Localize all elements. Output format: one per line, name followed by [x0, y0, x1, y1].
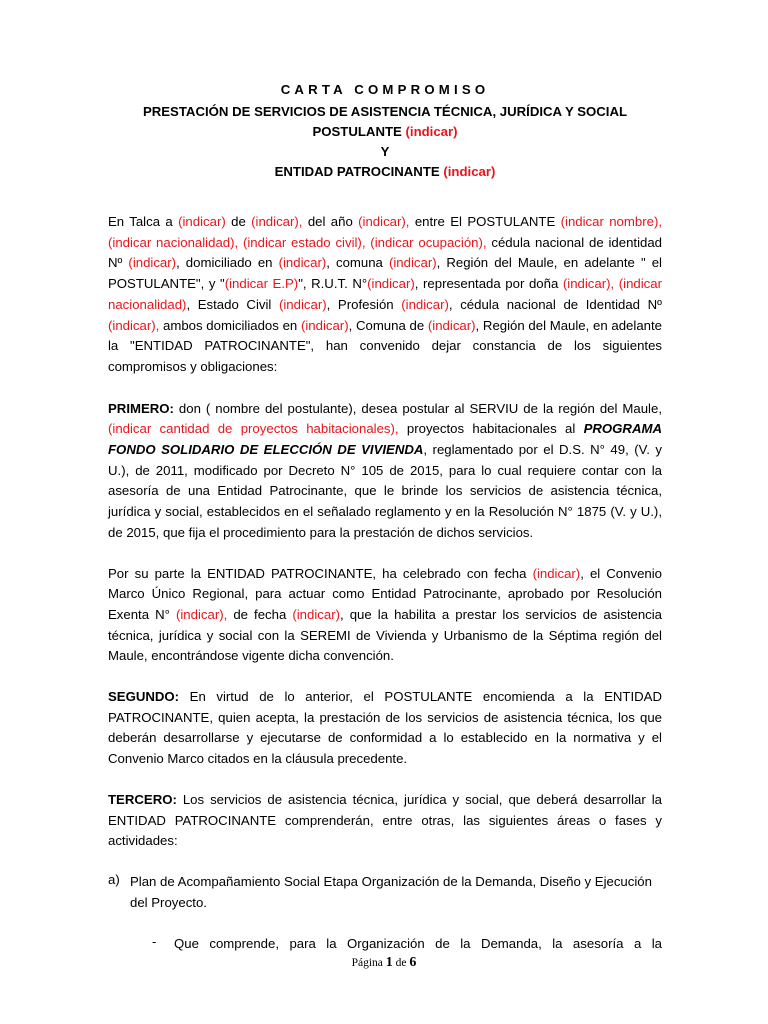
text: , domiciliado en — [176, 255, 279, 271]
list-item-text: Que comprende, para la Organización de la Demanda, la asesoría a la — [174, 936, 662, 952]
text: , comuna — [326, 255, 389, 271]
clause-segundo — [108, 687, 662, 770]
list-marker: - — [152, 934, 157, 950]
text: del año — [302, 214, 359, 229]
text: , el Convenio Marco Único Regional, para actuar como Entidad Patrocinante, aprobado por Resolución Exenta N° — [108, 565, 663, 622]
text: Por su parte la ENTIDAD PATROCINANTE, ha celebrado con fecha — [108, 565, 533, 581]
placeholder: (indicar) — [278, 255, 327, 271]
list-marker: a) — [108, 871, 120, 887]
placeholder: (indicar) — [401, 296, 449, 312]
list-item-dash — [108, 934, 662, 955]
text: En virtud de lo anterior, el POSTULANTE encomienda a la ENTIDAD PATROCINANTE, quien acepta, la prestación de los servicios de asistencia técnica, los que deberán desarrollarse y ejecutarse de conformidad a lo establecido en la normativa y el Convenio Marco citados en la cláusula precedente. — [108, 689, 662, 767]
clause-label: SEGUNDO: — [108, 689, 180, 705]
text: entre El POSTULANTE — [409, 214, 561, 229]
page-total: 6 — [409, 955, 417, 970]
page-label: Página — [351, 957, 383, 969]
placeholder: (indicar), (indicar nacionalidad) — [108, 276, 662, 312]
placeholder: (indicar) — [178, 214, 226, 229]
placeholder: (indicar), — [108, 317, 160, 333]
placeholder: (indicar) — [300, 317, 349, 333]
text: proyectos habitacionales al — [398, 421, 584, 437]
document-body — [108, 80, 662, 955]
text: , reglamentado por el D.S. N° 49, (V. y U.), de 2011, modificado por Decreto N° 105 de 2015, para lo cual requiere contar con la asesoría de una Entidad Patrocinante, que le brinde los servicios de asistencia técnica, jurídica y social, establecidos en el señalado reglamento y en la Resolución N° 1875 (V. y U.), de 2015, que fija el procedimiento para la prestación de dichos servicios. — [108, 442, 662, 540]
clause-primero — [108, 399, 662, 544]
text: , Profesión — [326, 296, 402, 312]
intro-paragraph — [108, 212, 662, 378]
text: ambos domiciliados en — [159, 317, 301, 333]
placeholder: (indicar) — [128, 255, 177, 271]
placeholder: (indicar cantidad de proyectos habitacionales), — [108, 421, 399, 437]
placeholder: (indicar), — [251, 214, 303, 229]
placeholder: (indicar) — [443, 164, 496, 179]
placeholder: (indicar) — [367, 276, 415, 292]
text: , Comuna de — [348, 317, 428, 333]
text: Los servicios de asistencia técnica, jurídica y social, que deberá desarrollar la ENTIDAD PATROCINANTE comprenderán, entre otras, las siguientes áreas o fases y actividades: — [108, 791, 662, 849]
placeholder: (indicar E.P) — [224, 276, 299, 292]
entidad-label: ENTIDAD PATROCINANTE — [274, 164, 440, 179]
placeholder: (indicar) — [278, 296, 327, 312]
text: de — [225, 214, 252, 229]
clause-tercero — [108, 790, 662, 852]
placeholder: (indicar) — [388, 255, 437, 271]
document-heading — [108, 80, 662, 182]
postulante-label: POSTULANTE — [312, 124, 402, 139]
text: ", R.U.T. N° — [298, 276, 368, 292]
document-title: CARTA COMPROMISO — [280, 82, 490, 97]
text: , representada por doña — [414, 276, 563, 292]
placeholder: (indicar) — [405, 124, 458, 139]
text: , Región del Maule, en adelante la "ENTIDAD PATROCINANTE", han convenido dejar constancia de los siguientes compromisos y obligaciones: — [108, 317, 662, 374]
text: , Región del Maule, en adelante " el POSTULANTE", y " — [108, 255, 662, 292]
list-item-a — [108, 872, 662, 913]
text: , que la habilita a prestar los servicios de asistencia técnica, jurídica y social con la SEREMI de Vivienda y Urbanismo de la Séptima región del Maule, encontrándose vigente dicha convención. — [108, 606, 663, 664]
clause-label: TERCERO: — [108, 791, 177, 807]
entidad-line — [108, 162, 662, 182]
text: don ( nombre del postulante), desea postular al SERVIU de la región del Maule, — [173, 400, 662, 416]
page-of: de — [395, 957, 407, 969]
text: , cédula nacional de Identidad Nº — [448, 296, 662, 312]
placeholder: (indicar), — [175, 606, 228, 622]
placeholder: (indicar), — [358, 214, 410, 229]
program-name: PROGRAMA FONDO SOLIDARIO DE ELECCIÓN DE VIVIENDA — [108, 421, 662, 458]
page-number: 1 — [385, 955, 393, 970]
page-footer — [0, 955, 768, 971]
text: de fecha — [227, 606, 293, 622]
text: , Estado Civil — [186, 296, 279, 312]
placeholder: (indicar) — [427, 317, 476, 333]
placeholder: (indicar nombre), (indicar nacionalidad), (indicar estado civil), (indicar ocupación), — [108, 214, 662, 250]
postulante-line — [108, 122, 662, 142]
document-subtitle: PRESTACIÓN DE SERVICIOS DE ASISTENCIA TÉCNICA, JURÍDICA Y SOCIAL — [142, 104, 628, 119]
placeholder: (indicar) — [292, 606, 340, 622]
paragraph-por-su-parte — [108, 564, 662, 668]
text: En Talca a — [108, 214, 179, 229]
conjunction-y: Y — [380, 144, 390, 159]
list-item-text: Plan de Acompañamiento Social Etapa Organización de la Demanda, Diseño y Ejecución del Proyecto. — [130, 873, 652, 910]
placeholder: (indicar) — [532, 565, 581, 581]
text: cédula nacional de identidad Nº — [108, 234, 662, 271]
clause-label: PRIMERO: — [108, 400, 174, 416]
